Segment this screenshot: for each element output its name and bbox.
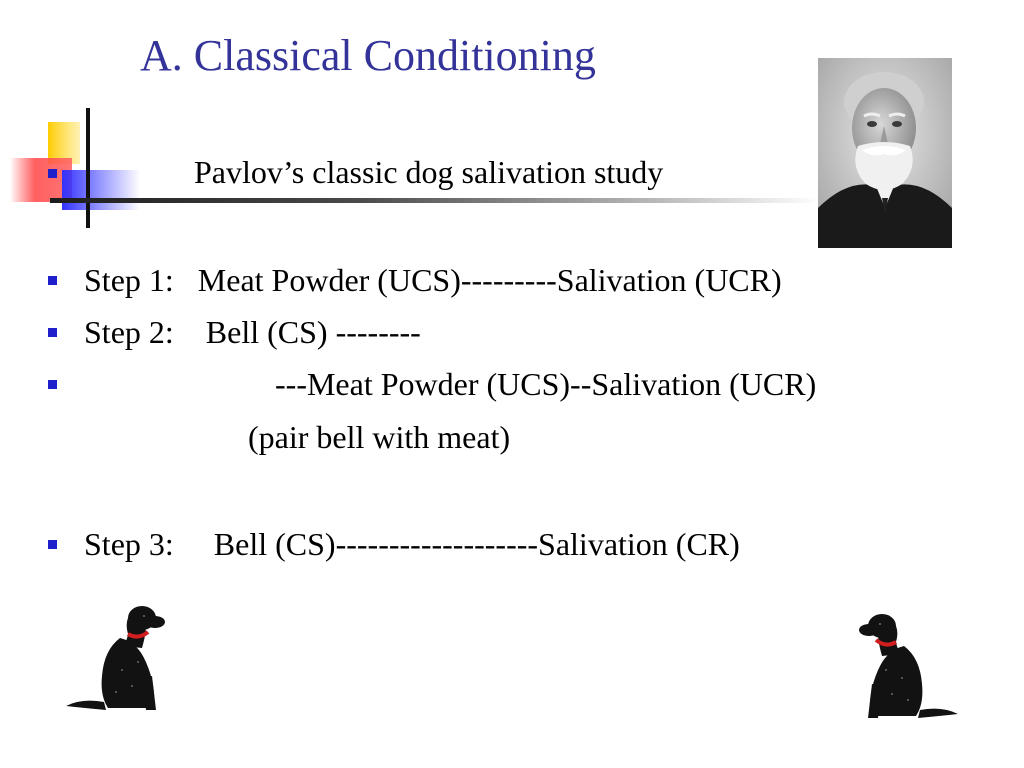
bullet-marker bbox=[48, 380, 57, 389]
portrait-image bbox=[818, 58, 952, 248]
bullet-marker bbox=[48, 540, 57, 549]
dog-image-left bbox=[62, 598, 186, 722]
step-2-continuation-text: ---Meat Powder (UCS)--Salivation (UCR) bbox=[275, 366, 817, 402]
step-2-text: Step 2: Bell (CS) -------- bbox=[84, 314, 421, 350]
slide-title: A. Classical Conditioning bbox=[140, 31, 596, 80]
subtitle-bullet bbox=[48, 169, 57, 178]
pairing-note: (pair bell with meat) bbox=[248, 419, 511, 455]
slide-subtitle: Pavlov’s classic dog salivation study bbox=[194, 154, 664, 190]
step-1-text: Step 1: Meat Powder (UCS)---------Salivation (UCR) bbox=[84, 262, 782, 298]
dog-image-right bbox=[838, 606, 962, 730]
divider-line bbox=[50, 198, 820, 203]
step-3-text: Step 3: Bell (CS)-------------------Salivation (CR) bbox=[84, 526, 740, 562]
bullet-marker bbox=[48, 276, 57, 285]
bullet-marker bbox=[48, 328, 57, 337]
